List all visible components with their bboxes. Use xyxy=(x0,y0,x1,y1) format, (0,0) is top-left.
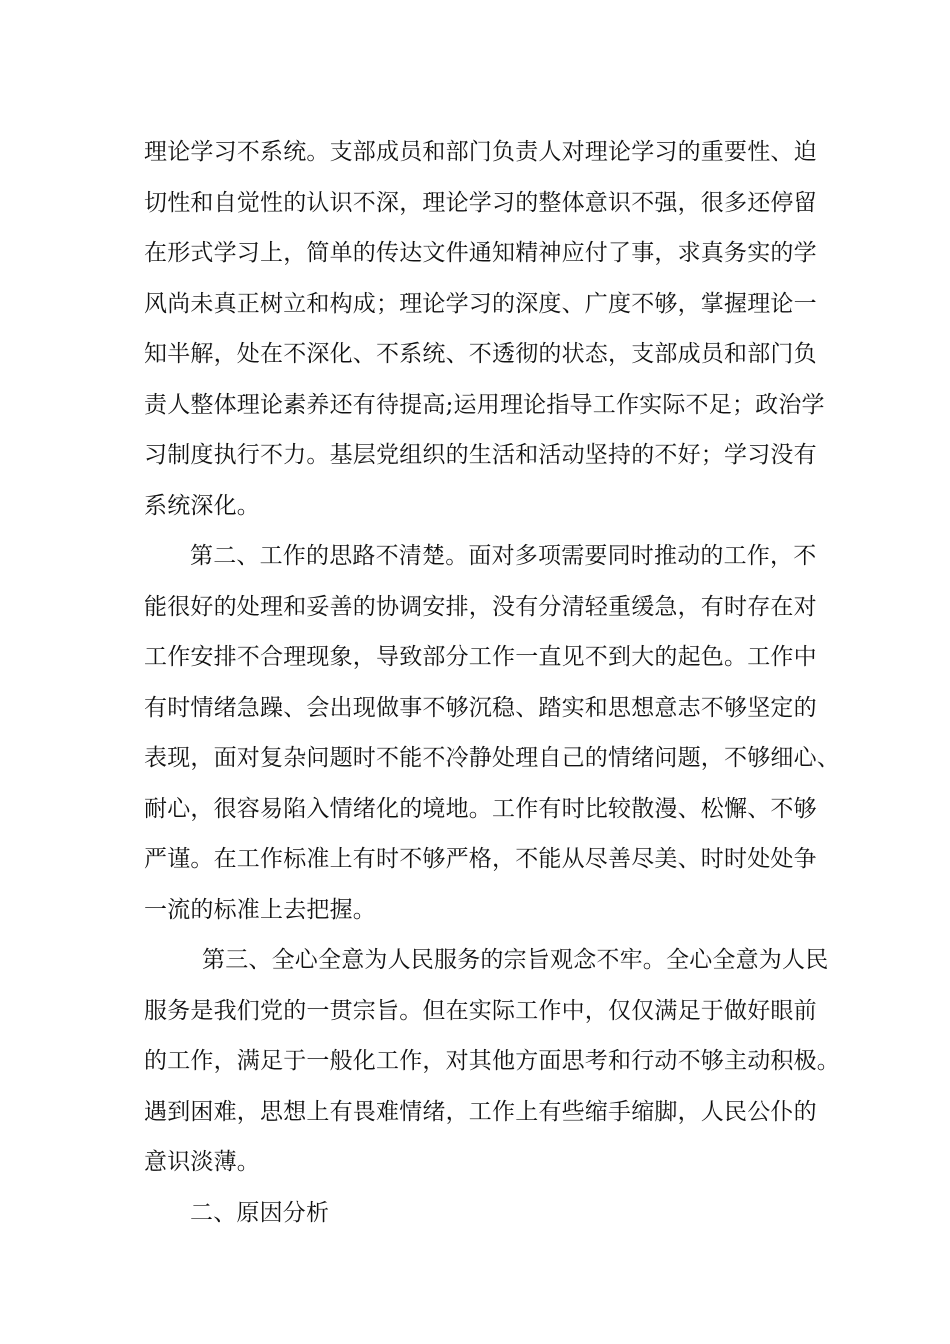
text-line: 遇到困难，思想上有畏难情绪，工作上有些缩手缩脚，人民公仆的 xyxy=(144,1098,817,1125)
text-line: 服务是我们党的一贯宗旨。但在实际工作中，仅仅满足于做好眼前 xyxy=(144,997,817,1024)
paragraph-theory-study xyxy=(144,127,844,531)
text-line: 第三、全心全意为人民服务的宗旨观念不牢。全心全意为人民 xyxy=(202,947,829,973)
text-line: 表现，面对复杂问题时不能不冷静处理自己的情绪问题，不够细心、 xyxy=(144,745,840,771)
document-body xyxy=(144,127,844,1238)
text-line: 在形式学习上，简单的传达文件通知精神应付了事，求真务实的学 xyxy=(144,240,817,266)
text-line: 意识淡薄。 xyxy=(144,1149,260,1175)
text-line: 第二、工作的思路不清楚。面对多项需要同时推动的工作，不 xyxy=(190,543,817,569)
section-heading: 二、原因分析 xyxy=(190,1199,330,1226)
text-line: 工作安排不合理现象，导致部分工作一直见不到大的起色。工作中 xyxy=(144,644,817,670)
text-line: 能很好的处理和妥善的协调安排，没有分清轻重缓急，有时存在对 xyxy=(144,593,817,620)
text-line: 切性和自觉性的认识不深，理论学习的整体意识不强，很多还停留 xyxy=(144,189,817,216)
text-line: 严谨。在工作标准上有时不够严格，不能从尽善尽美、时时处处争 xyxy=(144,846,817,872)
text-line: 系统深化。 xyxy=(144,492,260,519)
text-line: 理论学习不系统。支部成员和部门负责人对理论学习的重要性、迫 xyxy=(144,139,817,165)
text-line: 有时情绪急躁、会出现做事不够沉稳、踏实和思想意志不够坚定的 xyxy=(144,694,817,721)
paragraph-work-approach xyxy=(144,531,844,935)
paragraph-serve-people xyxy=(144,935,844,1188)
text-line: 耐心，很容易陷入情绪化的境地。工作有时比较散漫、松懈、不够 xyxy=(144,795,817,822)
text-line: 的工作，满足于一般化工作，对其他方面思考和行动不够主动积极。 xyxy=(144,1048,840,1074)
text-line: 风尚未真正树立和构成；理论学习的深度、广度不够，掌握理论一 xyxy=(144,290,817,317)
text-line: 一流的标准上去把握。 xyxy=(144,896,376,923)
text-line: 习制度执行不力。基层党组织的生活和活动坚持的不好；学习没有 xyxy=(144,442,817,468)
text-line: 责人整体理论素养还有待提高;运用理论指导工作实际不足；政治学 xyxy=(144,391,825,418)
text-line: 知半解，处在不深化、不系统、不透彻的状态，支部成员和部门负 xyxy=(144,341,817,367)
